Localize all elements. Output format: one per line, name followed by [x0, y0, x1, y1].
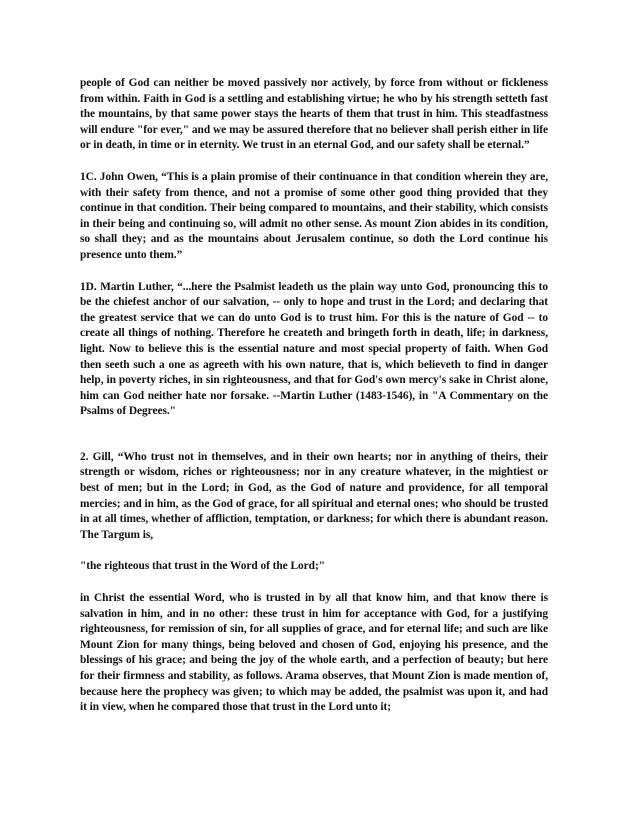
paragraph-gill-continuation: in Christ the essential Word, who is trusted in by all that know him, and that know there is salvation in him, and in no other: these trust in him for acceptance with God, for a justifying righteousness, for remission of sin, for all supplies of grace, and for eternal life; and such are like Mount Zion for many things, being beloved and chosen of God, enjoying his presence, and the blessings of his grace; and being the joy of the whole earth, and a perfection of beauty; but here for their firmness and stability, as follows. Arama observes, that Mount Zion is made mention of, because here the prophecy was given; to which may be added, the psalmist was upon it, and had it in view, when he compared those that trust in the Lord unto it;	[80, 592, 548, 714]
document-page	[80, 76, 548, 732]
targum-quote: "the righteous that trust in the Word of the Lord;"	[80, 560, 325, 573]
paragraph-gill: 2. Gill, “Who trust not in themselves, and in their own hearts; nor in anything of theirs, their strength or wisdom, riches or righteousness; nor in any creature whatever, in the mightiest or best of men; but in the Lord; in God, as the God of nature and providence, for all temporal mercies; and in him, as the God of grace, for all spiritual and eternal ones; who should be trusted in at all times, whether of affliction, temptation, or darkness; for which there is abundant reason. The Targum is,	[80, 450, 548, 541]
paragraph-martin-luther: 1D. Martin Luther, “...here the Psalmist leadeth us the plain way unto God, pronouncing this to be the chiefest anchor of our salvation, -- only to hope and trust in the Lord; and declaring that the greatest service that we can do unto God is to trust him. For this is the nature of God -- to create all things of nothing. Therefore he createth and bringeth forth in death, life; in darkness, light. Now to believe this is the essential nature and most special property of faith. When God then seeth such a one as agreeth with his own nature, that is, which believeth to find in danger help, in poverty riches, in sin righteousness, and that for God's own mercy's sake in Christ alone, him can God neither hate nor forsake. --Martin Luther (1483-1546), in "A Commentary on the Psalms of Degrees."	[80, 280, 548, 418]
paragraph-spurgeon-continuation: people of God can neither be moved passively nor actively, by force from without or fickleness from within. Faith in God is a settling and establishing virtue; he who by his strength setteth fast the mountains, by that same power stays the hearts of them that trust in him. This steadfastness will endure "for ever," and we may be assured therefore that no believer shall perish either in life or in death, in time or in eternity. We trust in an eternal God, and our safety shall be eternal.”	[80, 77, 548, 152]
paragraph-john-owen: 1C. John Owen, “This is a plain promise of their continuance in that condition wherein they are, with their safety from thence, and not a promise of some other good thing provided that they continue in that condition. Their being compared to mountains, and their stability, which consists in their being and continuing so, will admit no other sense. As mount Zion abides in its condition, so shall they; and as the mountains about Jerusalem continue, so doth the Lord continue his presence unto them.”	[80, 170, 548, 261]
